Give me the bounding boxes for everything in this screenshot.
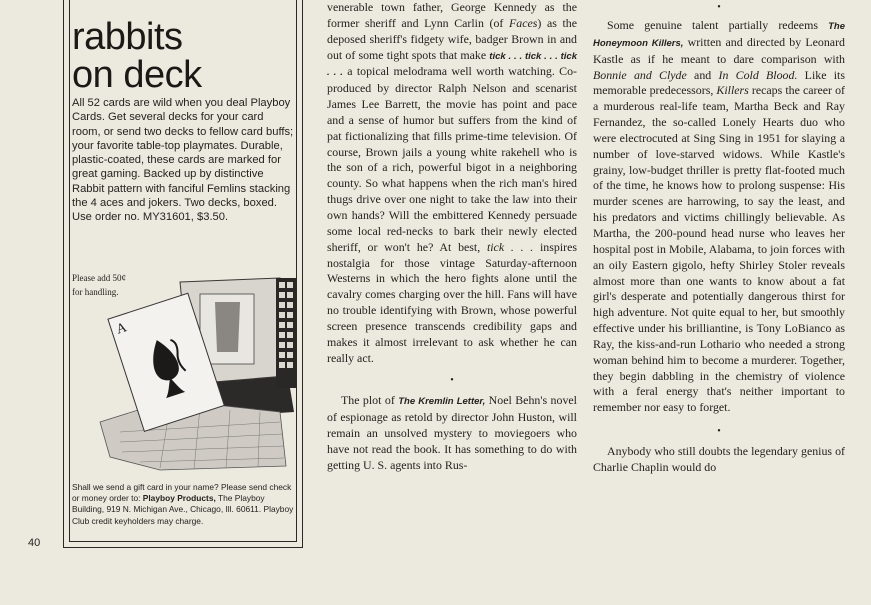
review-column-2 <box>593 0 845 476</box>
ad-footer-company: Playboy Products, <box>142 493 216 504</box>
column1-paragraph2 <box>327 393 577 473</box>
column2-paragraph1 <box>593 18 845 416</box>
film-title-in-cold-blood: In Cold Blood. <box>718 67 798 82</box>
film-title-bonnie-and-clyde: Bonnie and Clyde <box>593 67 687 82</box>
ad-footer-address: The Playboy Building, 919 N. Michigan Ave., Chicago, Ill. 60611. <box>72 493 265 515</box>
king-figure <box>215 302 240 352</box>
ad-handling-line2: for handling. <box>72 287 119 297</box>
film-title-tick-2: tick . . . <box>486 239 534 254</box>
text-run: written and directed by Leonard Kastle as if he meant to dare comparison with <box>593 34 845 66</box>
column2-paragraph2: Anybody who still doubts the legendary genius of Charlie Chaplin would do <box>593 444 845 474</box>
ad-body-text: All 52 cards are wild when you deal Playboy Cards. Get several decks for your card room, or send two decks to fellow card buffs; your favorite table-top playmates. Durable, plastic-coated, these cards are marked for great gaming. Backed up by distinctive Rabbit pattern with fanciful Femlins stacking the 4 aces and jokers. Two decks, boxed. Use order no. MY31601, $3.50. <box>72 97 294 224</box>
text-run: venerable town father, George Kennedy as the former sheriff and Lynn Carlin (of <box>327 0 577 30</box>
film-title-kremlin-letter: The Kremlin Letter, <box>398 396 486 408</box>
text-run: Some genuine talent partially redeems <box>607 18 829 32</box>
text-run: a topical melodrama well worth watching. Co-produced by director Ralph Nelson and scenarist James Lee Barrett, the movie has point and pace and a sense of humor but suffers from the kind of pat fictionalizing that fills prime-time television. Of course, Brown jails a young white rakehell who is the son of a rich, powerful bigot in a neighboring county. So what happens when the rich man's hired thugs drive over one night to take the law into their own hands? Will the embittered Kennedy persuade some local red-necks to bark their newly elected sheriff, or won't he? At best, <box>327 64 577 254</box>
text-run: and <box>686 67 719 82</box>
film-title-faces: Faces <box>509 15 538 30</box>
rabbit-pattern-deck <box>276 278 296 388</box>
text-run: Like its memorable predecessors, <box>593 67 845 98</box>
section-bullet: • <box>450 375 454 387</box>
section-bullet: • <box>717 426 721 438</box>
ad-footer-credit: Playboy Club credit keyholders may charge. <box>72 504 294 526</box>
playing-cards-illustration <box>80 272 296 472</box>
ad-handling-line1: Please add 50¢ <box>72 273 126 283</box>
text-run: Noel Behn's novel of espionage as retold by director John Huston, will remain an unsolved mystery to moviegoers who have not read the book. It has something to do with getting U. S. agents into Rus- <box>327 393 577 472</box>
ad-footer-intro: Shall we send a gift card in your name? Please send check or money order to: <box>72 482 292 504</box>
section-bullet-top: • <box>717 2 721 13</box>
review-column-1 <box>327 0 577 474</box>
text-run: inspires nostalgia for those vintage Saturday-afternoon Westerns in which the hero fights alone until the cavalry comes charging over the hill. Fans will have no trouble identifying with Brown, whose powerful screen presence transcends credibility gaps and makes it almost irrelevant to ask whether he can really act. <box>327 239 577 365</box>
page-number: 40 <box>28 537 41 549</box>
ad-headline <box>72 18 202 94</box>
ad-headline-line1: rabbits <box>72 16 183 58</box>
text-run: ) as the deposed sheriff's fidgety wife, badger Brown in and out of some tight spots that make <box>327 15 578 62</box>
ad-order-info <box>72 482 298 527</box>
film-title-honeymoon-killers: The Honeymoon Killers, <box>593 21 845 49</box>
column1-paragraph1 <box>327 0 577 366</box>
svg-text:A: A <box>114 320 129 338</box>
text-run: recaps the career of a murderous real-life team, Martha Beck and Ray Fernandez, the so-called Lonely Hearts duo who were electrocuted at Sing Sing in 1951 for slaying a number of love-starved widows. While Kastle's grainy, low-budget thriller is pretty flat-footed much of the time, he knows how to prolong suspense: His murder scenes are harrowing, to say the least, and his predators and victims chillingly believable. As Martha, the 200-pound head nurse who leaves her hospital post in Mobile, Alabama, to join forces with an oily Eastern gigolo, hefty Shirley Stoler reveals almost more than one wants to know about a fat girl's desperate and potentially dangerous thirst for high adventure. Not quite equal to her, but smoothly effective under his brilliantine, is Tony LoBianco as Ray, the kiss-and-run Lothario who needed a strong woman behind him to become a murderer. Together, they begin dabbling in the chemistry of violence with a feral energy that's neither important to remember nor easy to forget. <box>593 83 845 415</box>
text-run: The plot of <box>341 393 399 408</box>
film-title-tick: tick . . . tick . . . tick . . . <box>327 50 577 79</box>
ad-headline-line2: on deck <box>72 54 202 96</box>
film-title-killers: Killers <box>716 83 749 98</box>
